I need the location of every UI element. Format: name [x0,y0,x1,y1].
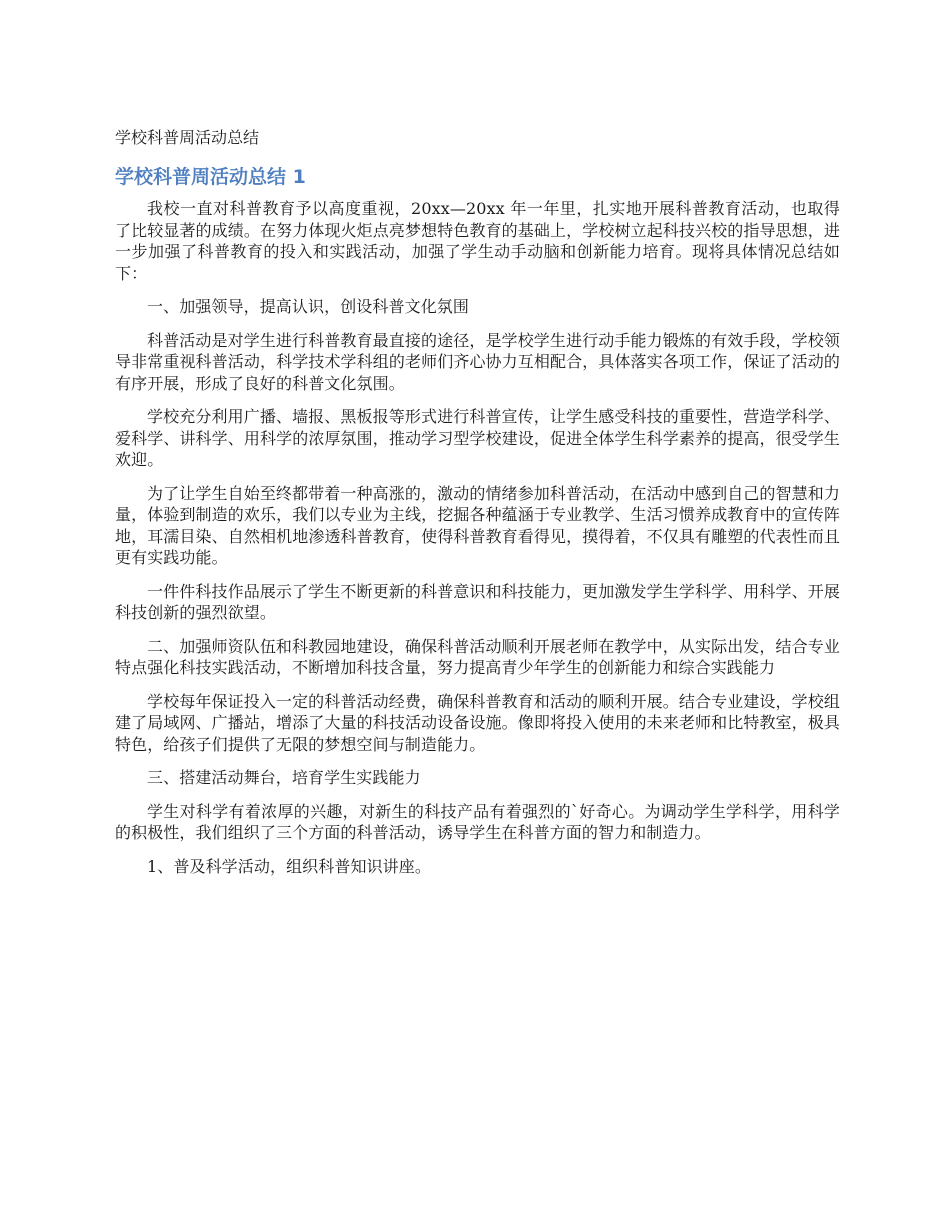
paragraph: 学校每年保证投入一定的科普活动经费，确保科普教育和活动的顺利开展。结合专业建设，学校组建了局域网、广播站，增添了大量的科技活动设备设施。像即将投入使用的未来老师和比特教室，极具特色，给孩子们提供了无限的梦想空间与制造能力。 [115,691,840,754]
paragraph: 学校充分利用广播、墙报、黑板报等形式进行科普宣传，让学生感受科技的重要性，营造学科学、爱科学、讲科学、用科学的浓厚氛围，推动学习型学校建设，促进全体学生科学素养的提高，很受学生欢迎。 [115,407,840,469]
paragraph-section-2-title: 二、加强师资队伍和科教园地建设，确保科普活动顺利开展老师在教学中，从实际出发，结合专业特点强化科技实践活动，不断增加科技含量，努力提高青少年学生的创新能力和综合实践能力 [115,636,840,677]
paragraph: 科普活动是对学生进行科普教育最直接的途径，是学校学生进行动手能力锻炼的有效手段，学校领导非常重视科普活动，科学技术学科组的老师们齐心协力互相配合，具体落实各项工作，保证了活动的有序开展，形成了良好的科普文化氛围。 [115,330,840,393]
document-page [115,118,840,889]
paragraph-list-item: 1、普及科学活动，组织科普知识讲座。 [147,856,431,876]
paragraph: 学生对科学有着浓厚的兴趣，对新生的科技产品有着强烈的`好奇心。为调动学生学科学，用科学的积极性，我们组织了三个方面的科普活动，诱导学生在科普方面的智力和制造力。 [115,801,840,842]
paragraph: 一件件科技作品展示了学生不断更新的科普意识和科技能力，更加激发学生学科学、用科学、开展科技创新的强烈欲望。 [115,581,840,622]
paragraph: 为了让学生自始至终都带着一种高涨的，激动的情绪参加科普活动，在活动中感到自己的智慧和力量，体验到制造的欢乐，我们以专业为主线，挖掘各种蕴涵于专业教学、生活习惯养成教育中的宣传阵地，耳濡目染、自然相机地渗透科普教育，使得科普教育看得见，摸得着，不仅具有雕塑的代表性而且更有实践功能。 [115,483,840,567]
paragraph-section-1-title: 一、加强领导，提高认识，创设科普文化氛围 [147,297,470,316]
paragraph-intro: 我校一直对科普教育予以高度重视，20xx—20xx 年一年里，扎实地开展科普教育活动，也取得了比较显著的成绩。在努力体现火炬点亮梦想特色教育的基础上，学校树立起科技兴校的指导思想，进一步加强了科普教育的投入和实践活动，加强了学生动手动脑和创新能力培育。现将具体情况总结如下： [115,199,840,283]
document-title: 学校科普周活动总结 [115,128,260,147]
section-heading: 学校科普周活动总结 1 [115,166,306,188]
paragraph-section-3-title: 三、搭建活动舞台，培育学生实践能力 [147,768,421,787]
